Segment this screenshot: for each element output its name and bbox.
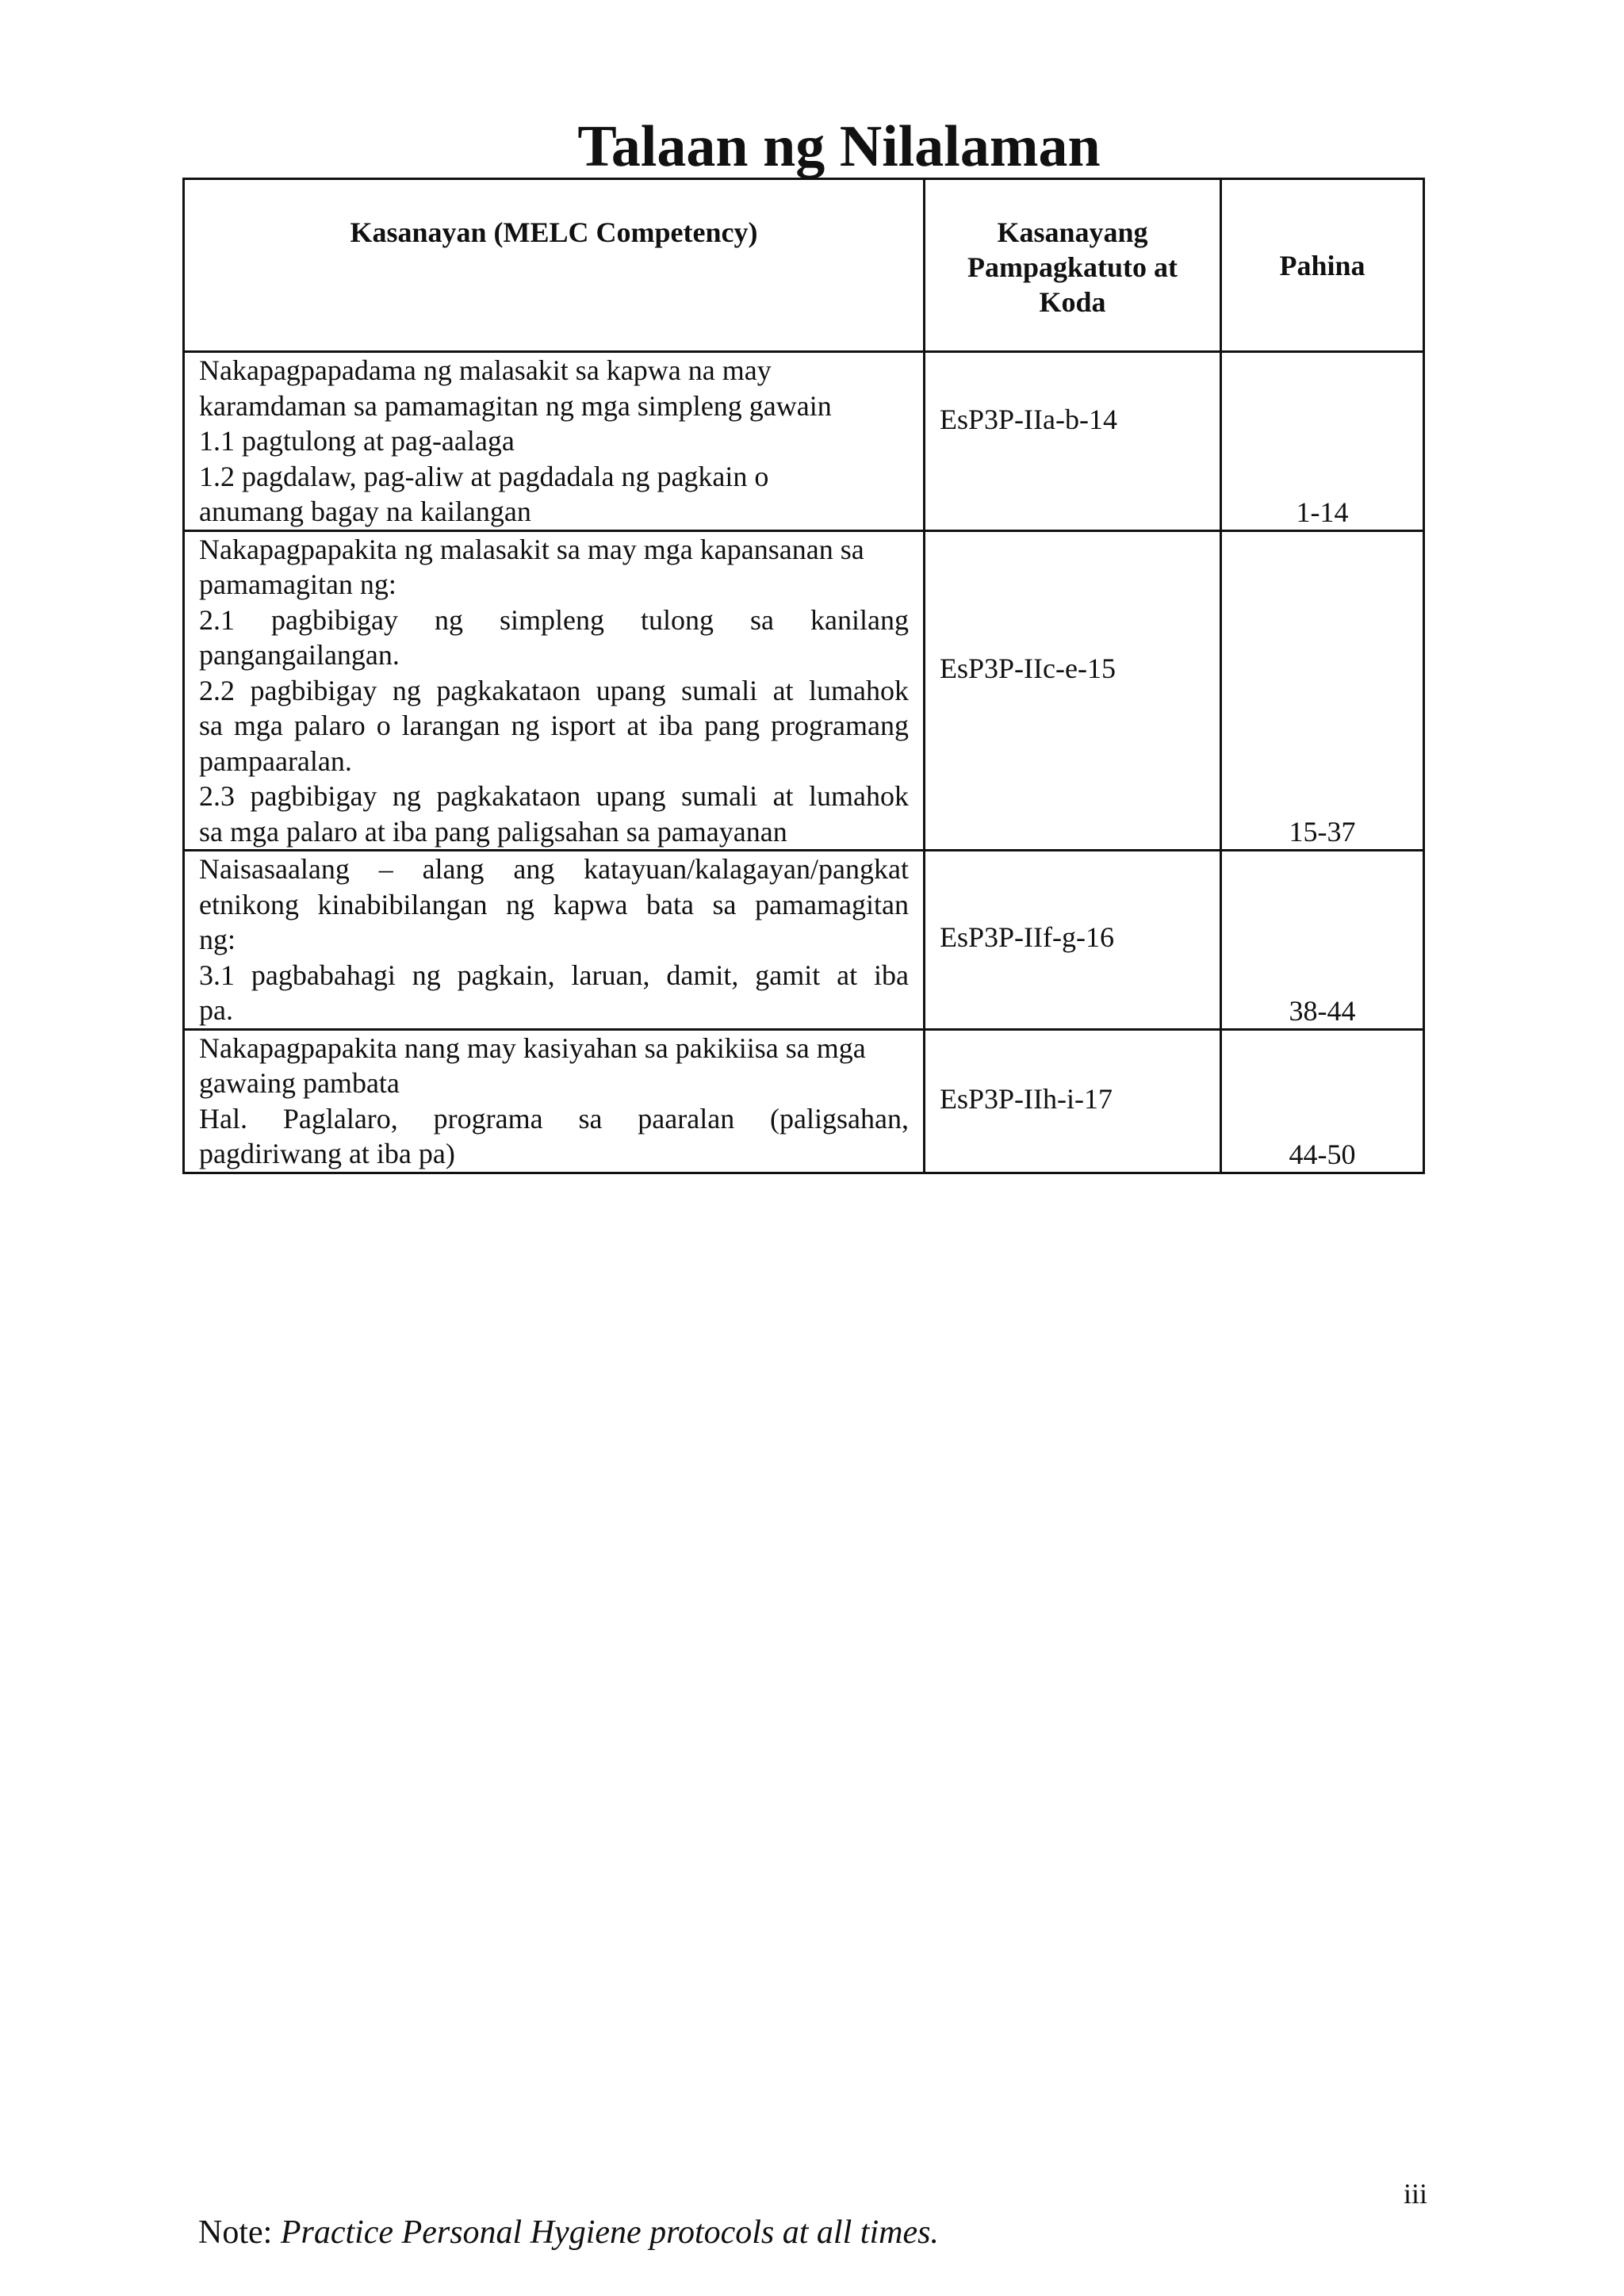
competency-line: 3.1 pagbabahagi ng pagkain, laruan, damit, gamit at iba [199, 959, 909, 991]
header-code-line: Pampagkatuto at [967, 251, 1178, 283]
table-row [184, 530, 1424, 851]
code-cell: EsP3P-IIa-b-14 [925, 352, 1221, 531]
header-code-line: Koda [1039, 286, 1106, 318]
table-header-row [184, 179, 1424, 352]
footer-note [198, 2214, 939, 2252]
header-competency: Kasanayan (MELC Competency) [184, 179, 925, 352]
competency-line: pamamagitan ng: [199, 568, 396, 600]
competency-line: sa mga palaro at iba pang paligsahan sa pamayanan [199, 815, 787, 848]
note-label: Note: [198, 2214, 281, 2251]
page-cell: 1-14 [1221, 352, 1424, 531]
competency-line: 2.2 pagbibigay ng pagkakataon upang sumali at lumahok [199, 674, 909, 706]
table-row [184, 352, 1424, 531]
competency-line: 2.3 pagbibigay ng pagkakataon upang sumali at lumahok [199, 780, 909, 812]
competency-line: Nakapagpapakita nang may kasiyahan sa pakikiisa sa mga [199, 1031, 866, 1064]
competency-line: ng: [199, 924, 236, 955]
code-cell: EsP3P-IIh-i-17 [925, 1029, 1221, 1173]
competency-line: 1.2 pagdalaw, pag-aliw at pagdadala ng pagkain o [199, 460, 769, 492]
competency-line: pagdiriwang at iba pa) [199, 1138, 455, 1169]
page-title: Talaan ng Nilalaman [577, 114, 1101, 179]
competency-line: Nakapagpapadama ng malasakit sa kapwa na may [199, 354, 772, 386]
competency-cell [184, 851, 925, 1030]
code-cell: EsP3P-IIc-e-15 [925, 530, 1221, 851]
competency-cell [184, 1029, 925, 1173]
competency-line: pa. [199, 994, 233, 1026]
page-cell: 44-50 [1221, 1029, 1424, 1173]
competency-line: 2.1 pagbibigay ng simpleng tulong sa kanilang [199, 603, 909, 636]
note-text: Practice Personal Hygiene protocols at all times. [280, 2214, 939, 2251]
table-row [184, 1029, 1424, 1173]
header-page: Pahina [1221, 179, 1424, 352]
competency-line: pangangailangan. [199, 639, 400, 671]
competency-cell [184, 352, 925, 531]
header-code [925, 179, 1221, 352]
competency-line: Nakapagpapakita ng malasakit sa may mga kapansanan sa [199, 533, 864, 565]
competency-line: Naisasaalang – alang ang katayuan/kalagayan/pangkat [199, 853, 909, 885]
table-of-contents [182, 178, 1425, 1174]
competency-line: karamdaman sa pamamagitan ng mga simpleng gawain [199, 389, 832, 422]
competency-line: sa mga palaro o larangan ng isport at iba pang programang [199, 710, 909, 741]
code-cell: EsP3P-IIf-g-16 [925, 851, 1221, 1030]
competency-cell [184, 530, 925, 851]
competency-line: 1.1 pagtulong at pag-aalaga [199, 425, 515, 457]
competency-line: gawaing pambata [199, 1067, 400, 1099]
competency-line: anumang bagay na kailangan [199, 496, 531, 527]
page-cell: 38-44 [1221, 851, 1424, 1030]
table-row [184, 851, 1424, 1030]
competency-line: Hal. Paglalaro, programa sa paaralan (paligsahan, [199, 1102, 909, 1135]
competency-line: etnikong kinabibilangan ng kapwa bata sa pamamagitan [199, 888, 909, 920]
header-code-line: Kasanayang [997, 216, 1148, 248]
page-cell: 15-37 [1221, 530, 1424, 851]
page-number: iii [1403, 2178, 1427, 2210]
competency-line: pampaaralan. [199, 744, 352, 777]
